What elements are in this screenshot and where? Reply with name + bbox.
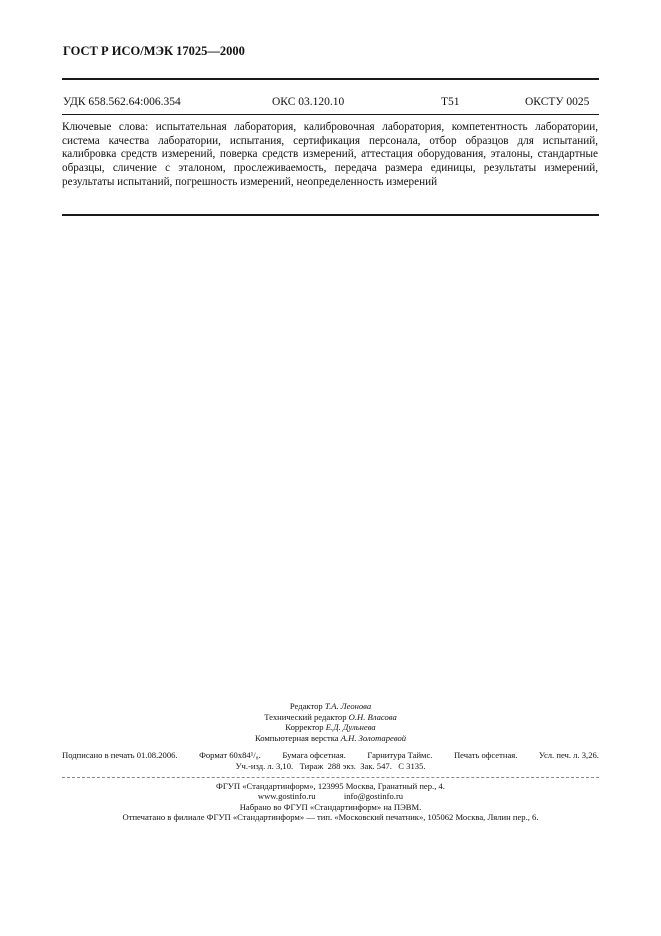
corrector-label: Корректор [285,722,324,733]
print-type: Печать офсетная. [453,750,518,760]
signed-date: Подписано в печать 01.08.2006. [62,750,178,760]
editor-name: Т.А. Леонова [324,701,372,711]
codes-rule [62,114,599,115]
website-link[interactable]: www.gostinfo.ru [257,791,316,802]
layout-line [0,733,661,744]
editor-line [0,701,661,712]
format: Формат 60х84¹/₈. [199,750,261,760]
footer-rule [62,777,599,778]
layout-name: А.Н. Золотаревой [340,732,407,743]
corrector-line [0,722,661,733]
email-link[interactable]: info@gostinfo.ru [343,791,404,802]
editorial-credits [0,701,661,743]
corrector-name: Е.Д. Дульнева [325,722,376,733]
typeface: Гарнитура Таймс. [367,750,433,760]
editor-label: Редактор [289,701,323,711]
tech-editor-line [0,712,661,723]
document-header: ГОСТ Р ИСО/МЭК 17025—2000 [63,44,245,58]
t-code: Т51 [441,96,460,108]
layout-label: Компьютерная верстка [254,732,339,743]
paper: Бумага офсетная. [282,750,346,760]
publisher-footer [0,781,661,823]
tech-editor-name: О.Н. Власова [348,711,397,722]
tech-editor-label: Технический редактор [264,711,347,722]
typeset-note: Набрано во ФГУП «Стандартинформ» на ПЭВМ. [239,801,422,812]
publisher-contacts [0,791,661,801]
keywords-rule [62,214,599,216]
udk-code: УДК 658.562.64:006.354 [63,96,181,108]
print-sheets: Усл. печ. л. 3,26. [538,750,599,760]
publication-line-1 [62,750,599,761]
okstu-code: ОКСТУ 0025 [525,96,590,108]
publication-line-2: Уч.-изд. л. 3,10. Тираж 288 экз. Зак. 547. С 3135. [235,760,426,771]
oks-code: ОКС 03.120.10 [272,96,345,108]
printed-note: Отпечатано в филиале ФГУП «Стандартинформ» — тип. «Московский печатник», 105062 Москва, Лялин пер., 6. [122,812,539,823]
publication-info [62,750,599,771]
publisher-address: ФГУП «Стандартинформ», 123995 Москва, Гранатный пер., 4. [216,781,445,791]
keywords-paragraph: Ключевые слова: испытательная лаборатория, калибровочная лаборатория, компетентность лаборатории, система качества лаборатории, испытания, сертификация персонала, отбор образцов для испытаний, калибровка средств измерений, поверка средств измерений, аттестация оборудования, эталоны, стандартные образцы, сличение с эталоном, прослеживаемость, передача размера единицы, результаты измерений, результаты испытаний, погрешность измерений, неопределенность измерений [62,121,598,188]
header-rule [62,78,599,80]
